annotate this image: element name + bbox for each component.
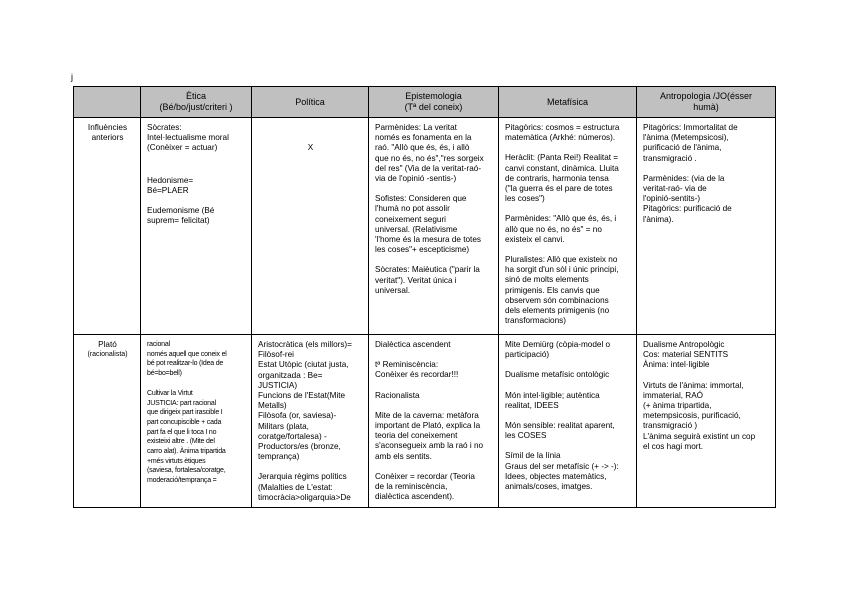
table-row-plato [74, 335, 776, 508]
philosophy-comparison-table [73, 86, 776, 508]
cell-influencies-etica [141, 118, 252, 335]
header-antropologia-subtitle: humà) [693, 102, 719, 112]
header-epistemologia-title: Epistemologia [405, 91, 462, 101]
header-row [74, 87, 776, 118]
header-metafisica: Metafísica [499, 87, 637, 118]
header-antropologia [637, 87, 776, 118]
cell-text: Parmènides: La veritat només es fonamenta en la raó. "Allò que és, és, i allò que no és, no és","res sorgeix del res" (Via de la veritat-raó- via de l'opinió -sentis-) [375, 123, 484, 184]
cell-plato-politica [252, 335, 369, 508]
cell-text: Aristocràtica (els millors)= Filòsof-rei Estat Utòpic (ciutat justa, organitzada : Be= JUSTICIA) Funcions de l'Estat(Mite Metalls) Filòsofa (or, saviesa)- Militars (plata, coratge/fortalesa) - Productors/es (bronze, temprança) [258, 340, 352, 462]
cell-text: Parmènides: (via de la veritat-raó- via de l'opinió-sentits-) Pitagòrics: purificació de l'ànima). [643, 173, 732, 224]
cell-plato-metafisica [499, 335, 637, 508]
cell-influencies-politica [252, 118, 369, 335]
cell-plato-antropologia [637, 335, 776, 508]
cell-text: Eudemonisme (Bé suprem= felicitat) [147, 206, 215, 226]
header-antropologia-title: Antropologia /JO(ésser [659, 91, 753, 101]
cell-text: tª Reminiscència: Conèixer és recordar!!! [375, 360, 459, 380]
cell-influencies-metafisica [499, 118, 637, 335]
header-epistemologia-subtitle: (Tª del coneix) [404, 102, 463, 112]
cell-text: Virtuts de l'ànima: immortal, immaterial, RAÓ (+ ànima tripartida, metempsicosis, purificació, transmigració ) L'ànima seguirà existint un cop el cos hagi mort. [643, 380, 756, 451]
cell-text: Dualisme metafísic ontològic [505, 370, 610, 380]
cell-text: Sòcrates: Maièutica ("parir la veritat"). Veritat única i universal. [375, 265, 480, 295]
header-epistemologia [369, 87, 499, 118]
header-empty-cell [74, 87, 141, 118]
cell-text: Cultivar la Virtut JUSTICIA: part racional que dirigeix part irascible I part concupiscible + cada part fa el que li toca I no existeixi altre . (Mite del carro alat). Ànima tripartida +més virtuts ètiques (saviesa, fortalesa/coratge, moderació/temprança = [147, 389, 226, 485]
cell-text: Pitagòrics: cosmos = estructura matemàtica (Arkhé: números). [505, 123, 620, 143]
cell-text: Pitagòrics: Immortalitat de l'ànima (Metempsicosi), purificació de l'ànima, transmigració . [643, 123, 738, 163]
header-etica-subtitle: (Bé/bo/just/criteri ) [159, 102, 233, 112]
cell-text: Món intel·ligible; autèntica realitat, IDEES [505, 390, 600, 410]
cell-text: X [307, 143, 314, 152]
cell-text: Món sensible: realitat aparent, les COSES [505, 421, 615, 441]
header-politica: Política [252, 87, 369, 118]
cell-text: Símil de la línia Graus del ser metafísic (+ -> -): Idees, objectes matemàtics, animals/coses, imatges. [505, 451, 619, 492]
cell-text: Dualisme Antropològic Cos: material SENTITS Ànima: intel·ligible [643, 340, 729, 370]
cell-text: Conèixer = recordar (Teoria de la reminiscència, dialèctica ascendent). [375, 471, 475, 502]
table-row-influencies [74, 118, 776, 335]
cell-text: Racionalista [375, 390, 420, 400]
cell-text: Hedonisme= Bé=PLAER [147, 175, 194, 195]
page-mark: j [71, 72, 73, 82]
cell-text: Pluralistes: Allò que existeix no ha sorgit d'un sòl i únic principi, sinó de molts elements primigenis. Els canvis que observem són combinacions dels elements primigenis (no transformacions) [505, 255, 619, 326]
cell-text: Heràclit: (Panta Rei!) Realitat = canvi constant, dinàmica. Lluita de contraris, harmonia tensa ("la guerra és el pare de totes les coses") [505, 153, 619, 204]
header-etica [141, 87, 252, 118]
cell-text: racional només aquell que coneix el bé pot realitzar-lo (Idea de bé=bo=bell) [147, 341, 227, 378]
cell-plato-etica [141, 335, 252, 508]
cell-text: Jerarquia règims polítics (Malalties de L'estat: timocràcia>oligarquia>De [258, 472, 351, 502]
row-label-plato [74, 335, 141, 508]
cell-influencies-epistemologia [369, 118, 499, 335]
row-label-text: Plató [98, 340, 117, 349]
cell-text: Mite Demiürg (còpia-model o participació) [505, 340, 611, 360]
cell-text: Parmènides: "Allò que és, és, i allò que no és, no és" = no existeix el canvi. [505, 214, 617, 244]
cell-text: Sòcrates: Intel·lectualisme moral (Conèixer = actuar) [147, 123, 229, 153]
cell-text: Dialèctica ascendent [375, 340, 451, 349]
cell-text: Mite de la caverna: metàfora important de Plató, explica la teoria del coneixement s'aconsegueix amb la raó i no amb els sentits. [375, 410, 484, 461]
row-label-influencies [74, 118, 141, 335]
row-sublabel-text: (racionalista) [87, 351, 128, 359]
row-label-text: Influències anteriors [87, 123, 128, 143]
header-etica-title: Ètica [185, 91, 206, 101]
cell-text: Sofistes: Consideren que l'humà no pot assolir coneixement seguri universal. (Relativisme 'l'home és la mesura de totes les coses"+ escepticisme) [375, 194, 481, 255]
cell-influencies-antropologia [637, 118, 776, 335]
cell-plato-epistemologia [369, 335, 499, 508]
